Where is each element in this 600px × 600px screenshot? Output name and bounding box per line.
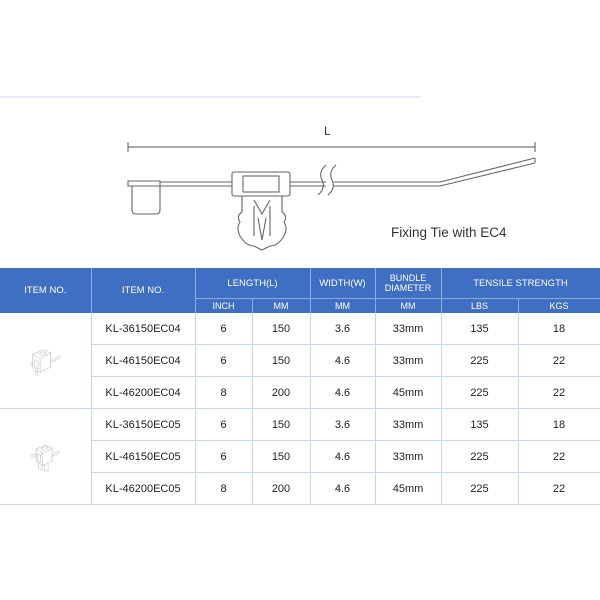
cell-bundle: 33mm [375, 345, 441, 377]
cell-lbs: 225 [441, 473, 518, 505]
cell-mm: 200 [252, 473, 310, 505]
cell-kgs: 22 [518, 345, 600, 377]
cell-item: KL-36150EC05 [91, 409, 195, 441]
cell-inch: 6 [195, 441, 252, 473]
cell-bundle: 33mm [375, 441, 441, 473]
cell-width: 4.6 [310, 377, 375, 409]
cell-item: KL-36150EC04 [91, 313, 195, 345]
header-item-no-image: ITEM NO. [0, 268, 91, 313]
cell-kgs: 18 [518, 313, 600, 345]
cable-tie-drawing [0, 0, 600, 268]
cell-width: 4.6 [310, 345, 375, 377]
header-bundle-diameter [375, 268, 441, 299]
cell-mm: 150 [252, 313, 310, 345]
cell-item: KL-46200EC05 [91, 473, 195, 505]
cell-kgs: 18 [518, 409, 600, 441]
header-inch: INCH [195, 299, 252, 314]
cell-lbs: 225 [441, 377, 518, 409]
header-length-mm: MM [252, 299, 310, 314]
header-bundle-line1: BUNDLE [389, 273, 427, 283]
cell-kgs: 22 [518, 473, 600, 505]
cell-mm: 150 [252, 345, 310, 377]
cell-lbs: 225 [441, 345, 518, 377]
cell-bundle: 33mm [375, 313, 441, 345]
header-width: WIDTH(W) [310, 268, 375, 299]
table-row [0, 313, 600, 345]
drawing-caption: Fixing Tie with EC4 [391, 225, 507, 240]
length-dimension-line [128, 142, 535, 152]
cell-mm: 200 [252, 377, 310, 409]
header-item-no: ITEM NO. [91, 268, 195, 313]
cell-mm: 150 [252, 441, 310, 473]
cell-width: 3.6 [310, 313, 375, 345]
cell-inch: 6 [195, 409, 252, 441]
cell-bundle: 45mm [375, 473, 441, 505]
cell-lbs: 225 [441, 441, 518, 473]
cell-inch: 6 [195, 345, 252, 377]
cell-bundle: 33mm [375, 409, 441, 441]
cell-lbs: 135 [441, 409, 518, 441]
cell-width: 3.6 [310, 409, 375, 441]
header-kgs: KGS [518, 299, 600, 314]
header-tensile-strength: TENSILE STRENGTH [441, 268, 600, 299]
clip-ec05-icon [0, 441, 91, 472]
table-row [0, 409, 600, 441]
header-width-mm: MM [310, 299, 375, 314]
cell-kgs: 22 [518, 441, 600, 473]
ec04-product-image [0, 313, 91, 409]
cell-item: KL-46200EC04 [91, 377, 195, 409]
length-dimension-label: L [324, 124, 331, 138]
clip-ec04-icon [0, 345, 91, 376]
cell-bundle: 45mm [375, 377, 441, 409]
header-lbs: LBS [441, 299, 518, 314]
cell-inch: 8 [195, 377, 252, 409]
cell-mm: 150 [252, 409, 310, 441]
cell-width: 4.6 [310, 473, 375, 505]
header-bundle-line2: DIAMETER [384, 283, 432, 293]
spec-table [0, 268, 600, 505]
cell-item: KL-46150EC05 [91, 441, 195, 473]
cell-inch: 6 [195, 313, 252, 345]
header-bundle-mm: MM [375, 299, 441, 314]
cell-lbs: 135 [441, 313, 518, 345]
ec05-product-image [0, 409, 91, 505]
cell-width: 4.6 [310, 441, 375, 473]
header-length: LENGTH(L) [195, 268, 310, 299]
cell-item: KL-46150EC04 [91, 345, 195, 377]
cell-kgs: 22 [518, 377, 600, 409]
cell-inch: 8 [195, 473, 252, 505]
